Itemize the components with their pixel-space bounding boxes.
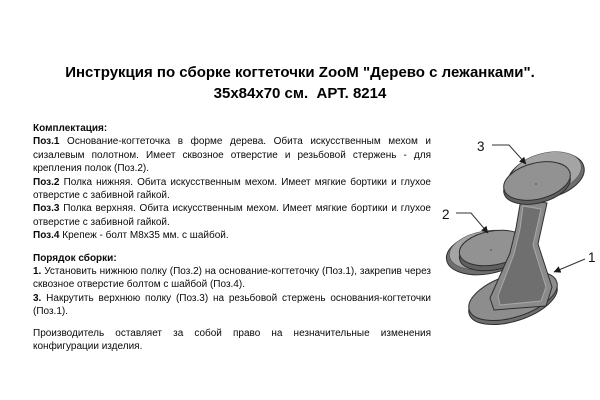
callout-label-base: 1 (588, 250, 596, 265)
assembly-heading: Порядок сборки: (33, 252, 117, 264)
page-title-line1: Инструкция по сборке когтеточки ZooM "Дерево с лежанками". (65, 64, 535, 81)
leader-line-base (554, 259, 585, 272)
assembly-step-1-text: Установить нижнюю полку (Поз.2) на основание-когтеточку (Поз.1), закрепив через сквозное отверстие болтом с шайбой (Поз.4). (33, 266, 431, 291)
component-item-4-label: Поз.4 (33, 230, 60, 242)
component-item-1 (33, 135, 431, 175)
lower-shelf-center-mark (490, 249, 492, 251)
assembly-step-1 (33, 265, 431, 292)
callout-label-upper-shelf: 3 (477, 139, 485, 154)
component-item-2 (33, 176, 431, 203)
assembly-step-2-text: Накрутить верхнюю полку (Поз.3) на резьбовой стержень основания-когтеточки (Поз.1). (33, 292, 431, 318)
component-item-4-text: Крепеж - болт М8х35 мм. с шайбой. (62, 230, 229, 242)
assembly-step-2-label: 3. (33, 292, 42, 304)
component-item-1-label: Поз.1 (33, 136, 60, 148)
manufacturer-note: Производитель оставляет за собой право на незначительные изменения конфигурации изделия. (33, 327, 431, 353)
component-item-3-text: Полка верхняя. Обита искусственным мехом. Имеет мягкие бортики и глухое отверстие с забивной гайкой. (33, 203, 431, 228)
component-item-3-label: Поз.3 (33, 203, 60, 215)
assembly-step-2 (33, 292, 431, 319)
leader-line-upper-shelf (492, 145, 526, 164)
leader-line-lower-shelf (456, 213, 488, 233)
page-title (0, 62, 600, 104)
component-item-3 (33, 202, 431, 229)
component-item-1-text: Основание-когтеточка в форме дерева. Обита искусственным мехом и сизалевым полотном. Имеет сквозное отверстие и резьбовой стержень - для крепления полок (Поз.2). (33, 136, 431, 175)
assembly-step-1-label: 1. (33, 266, 42, 278)
component-item-4 (33, 229, 431, 242)
component-item-2-text: Полка нижняя. Обита искусственным мехом. Имеет мягкие бортики и глухое отверстие с забивной гайкой. (33, 176, 431, 202)
callout-label-lower-shelf: 2 (442, 207, 450, 222)
product-diagram (434, 128, 600, 332)
page-title-line2: 35х84х70 см. АРТ. 8214 (213, 85, 387, 102)
instruction-text-column (33, 122, 431, 354)
component-item-2-label: Поз.2 (33, 176, 60, 188)
components-heading: Комплектация: (33, 123, 108, 134)
upper-shelf-center-mark (535, 183, 537, 185)
